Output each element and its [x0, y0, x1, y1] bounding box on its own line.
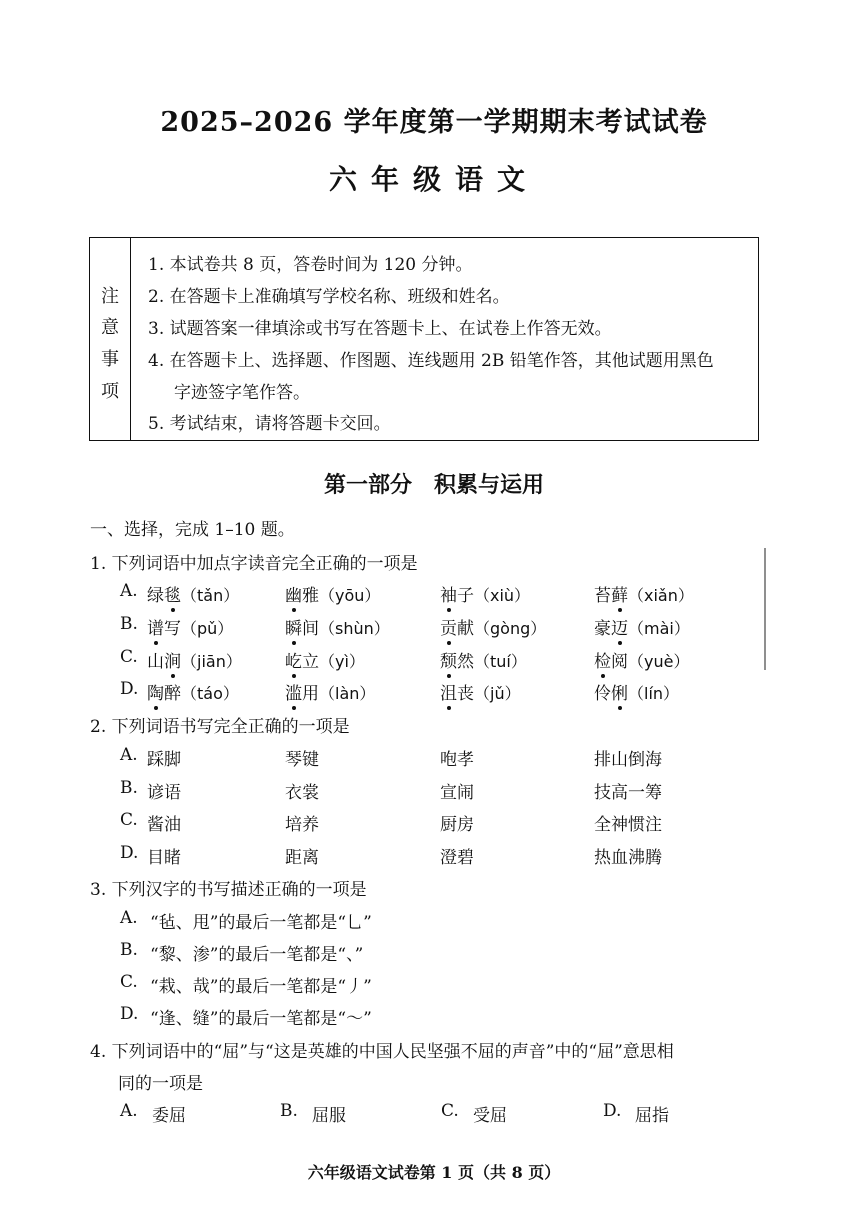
notice-label-char: 事	[101, 349, 119, 370]
word-part: 阅	[611, 652, 628, 672]
q1-option-cell	[285, 679, 375, 704]
q2-option-word: 衣裳	[285, 783, 319, 803]
q2-option-word: 咆孝	[440, 750, 474, 770]
pinyin: （yì）	[319, 652, 365, 671]
question-1-stem: 1. 下列词语中加点字读音完全正确的一项是	[90, 554, 418, 574]
emphasized-char: 迈	[611, 614, 628, 639]
q1-option-cell	[594, 679, 679, 704]
q3-option-text: “黎、渗”的最后一笔都是“、”	[150, 945, 364, 965]
q1-option-cell	[147, 679, 239, 704]
pinyin: （lín）	[628, 684, 680, 703]
pinyin: （xiù）	[474, 586, 531, 605]
pinyin: （táo）	[181, 684, 239, 703]
q4-option-text: 屈服	[312, 1106, 346, 1126]
exam-subtitle: 六年级语文	[328, 163, 539, 196]
q2-option-word: 琴键	[285, 750, 319, 770]
question-2-stem: 2. 下列词语书写完全正确的一项是	[90, 717, 350, 737]
notice-item: 4. 在答题卡上、选择题、作图题、连线题用 2B 铅笔作答，其他试题用黑色	[148, 351, 714, 371]
emphasized-char: 颓	[440, 647, 457, 672]
notice-item: 5. 考试结束，请将答题卡交回。	[148, 414, 391, 434]
q2-option-word: 谚语	[147, 783, 181, 803]
option-letter: B.	[120, 778, 138, 798]
pinyin: （làn）	[319, 684, 376, 703]
q1-option-cell	[285, 647, 365, 672]
option-letter: C.	[120, 810, 138, 830]
q1-option-cell	[440, 679, 521, 704]
word-part: 绿	[147, 586, 164, 606]
q1-option-cell	[594, 614, 690, 639]
question-4-stem-cont: 同的一项是	[118, 1074, 203, 1094]
emphasized-char: 俐	[611, 679, 628, 704]
notice-item: 1. 本试卷共 8 页，答卷时间为 120 分钟。	[148, 255, 473, 275]
option-letter: D.	[120, 843, 139, 863]
notice-item: 2. 在答题卡上准确填写学校名称、班级和姓名。	[148, 287, 510, 307]
q2-option-word: 酱油	[147, 815, 181, 835]
q1-option-cell	[440, 614, 546, 639]
question-3-stem: 3. 下列汉字的书写描述正确的一项是	[90, 880, 367, 900]
q2-option-word: 踩脚	[147, 750, 181, 770]
notice-label	[90, 238, 131, 440]
notice-label-char: 项	[101, 381, 119, 402]
word-part: 用	[302, 684, 319, 704]
emphasized-char: 藓	[611, 581, 628, 606]
emphasized-char: 幽	[285, 581, 302, 606]
emphasized-char: 滥	[285, 679, 302, 704]
q1-option-cell	[147, 581, 239, 606]
q1-option-cell	[285, 581, 380, 606]
q1-option-cell	[285, 614, 390, 639]
option-letter: A.	[120, 1101, 138, 1121]
word-part: 苔	[594, 586, 611, 606]
option-letter: C.	[120, 647, 138, 667]
pinyin: （mài）	[628, 619, 690, 638]
q1-option-cell	[440, 647, 527, 672]
scan-artifact-line	[764, 548, 766, 670]
pinyin: （jǔ）	[474, 684, 521, 703]
q2-option-word: 培养	[285, 815, 319, 835]
word-part: 丧	[457, 684, 474, 704]
question-4-stem: 4. 下列词语中的“屈”与“这是英雄的中国人民坚强不屈的声音”中的“屈”意思相	[90, 1042, 674, 1062]
q1-option-cell	[594, 647, 689, 672]
notice-item: 3. 试题答案一律填涂或书写在答题卡上、在试卷上作答无效。	[148, 319, 612, 339]
q1-option-cell	[440, 581, 530, 606]
q4-option-text: 屈指	[635, 1106, 669, 1126]
option-letter: A.	[120, 581, 138, 601]
pinyin: （tǎn）	[181, 586, 240, 605]
page-footer: 六年级语文试卷第 1 页（共 8 页）	[307, 1163, 561, 1182]
word-part: 间	[302, 619, 319, 639]
q2-option-word: 澄碧	[440, 848, 474, 868]
q1-option-cell	[147, 614, 233, 639]
pinyin: （gòng）	[474, 619, 547, 638]
option-letter: D.	[120, 1004, 139, 1024]
emphasized-char: 袖	[440, 581, 457, 606]
q2-option-word: 热血沸腾	[594, 848, 662, 868]
q3-option-text: “逢、缝”的最后一笔都是“～”	[150, 1009, 372, 1029]
word-part: 醉	[164, 684, 181, 704]
option-letter: C.	[120, 972, 138, 992]
emphasized-char: 贡	[440, 614, 457, 639]
word-part: 子	[457, 586, 474, 606]
notice-box	[89, 237, 759, 441]
pinyin: （pǔ）	[181, 619, 234, 638]
emphasized-char: 沮	[440, 679, 457, 704]
q3-option-text: “栽、哉”的最后一笔都是“丿”	[150, 977, 372, 997]
pinyin: （yōu）	[319, 586, 381, 605]
notice-label-char: 意	[101, 317, 119, 338]
word-part: 豪	[594, 619, 611, 639]
emphasized-char: 毯	[164, 581, 181, 606]
notice-label-char: 注	[101, 286, 119, 307]
q4-option-text: 受屈	[473, 1106, 507, 1126]
pinyin: （jiān）	[181, 652, 242, 671]
q4-option-text: 委屈	[152, 1106, 186, 1126]
q2-option-word: 全神惯注	[594, 815, 662, 835]
q1-option-cell	[147, 647, 242, 672]
word-part: 山	[147, 652, 164, 672]
option-letter: B.	[120, 614, 138, 634]
option-letter: C.	[441, 1101, 459, 1121]
emphasized-char: 瞬	[285, 614, 302, 639]
word-part: 然	[457, 652, 474, 672]
q1-option-cell	[594, 581, 694, 606]
word-part: 伶	[594, 684, 611, 704]
pinyin: （xiǎn）	[628, 586, 694, 605]
word-part: 雅	[302, 586, 319, 606]
q2-option-word: 宣闹	[440, 783, 474, 803]
notice-item: 字迹签字笔作答。	[174, 383, 310, 403]
emphasized-char: 屹	[285, 647, 302, 672]
option-letter: B.	[280, 1101, 298, 1121]
option-letter: B.	[120, 940, 138, 960]
pinyin: （tuí）	[474, 652, 527, 671]
pinyin: （yuè）	[628, 652, 690, 671]
word-part: 立	[302, 652, 319, 672]
option-letter: A.	[120, 908, 138, 928]
option-letter: D.	[603, 1101, 622, 1121]
q2-option-word: 技高一筹	[594, 783, 662, 803]
option-letter: A.	[120, 745, 138, 765]
pinyin: （shùn）	[319, 619, 390, 638]
word-part: 献	[457, 619, 474, 639]
emphasized-char: 检	[594, 647, 611, 672]
q2-option-word: 目睹	[147, 848, 181, 868]
emphasized-char: 陶	[147, 679, 164, 704]
emphasized-char: 涧	[164, 647, 181, 672]
section-title: 第一部分 积累与运用	[323, 472, 544, 498]
q2-option-word: 厨房	[440, 815, 474, 835]
q3-option-text: “毡、甩”的最后一笔都是“乚”	[150, 913, 372, 933]
option-letter: D.	[120, 679, 139, 699]
exam-title: 2025–2026 学年度第一学期期末考试试卷	[160, 107, 708, 138]
q2-option-word: 排山倒海	[594, 750, 662, 770]
emphasized-char: 谱	[147, 614, 164, 639]
q2-option-word: 距离	[285, 848, 319, 868]
word-part: 写	[164, 619, 181, 639]
part-heading: 一、选择，完成 1–10 题。	[90, 520, 295, 540]
